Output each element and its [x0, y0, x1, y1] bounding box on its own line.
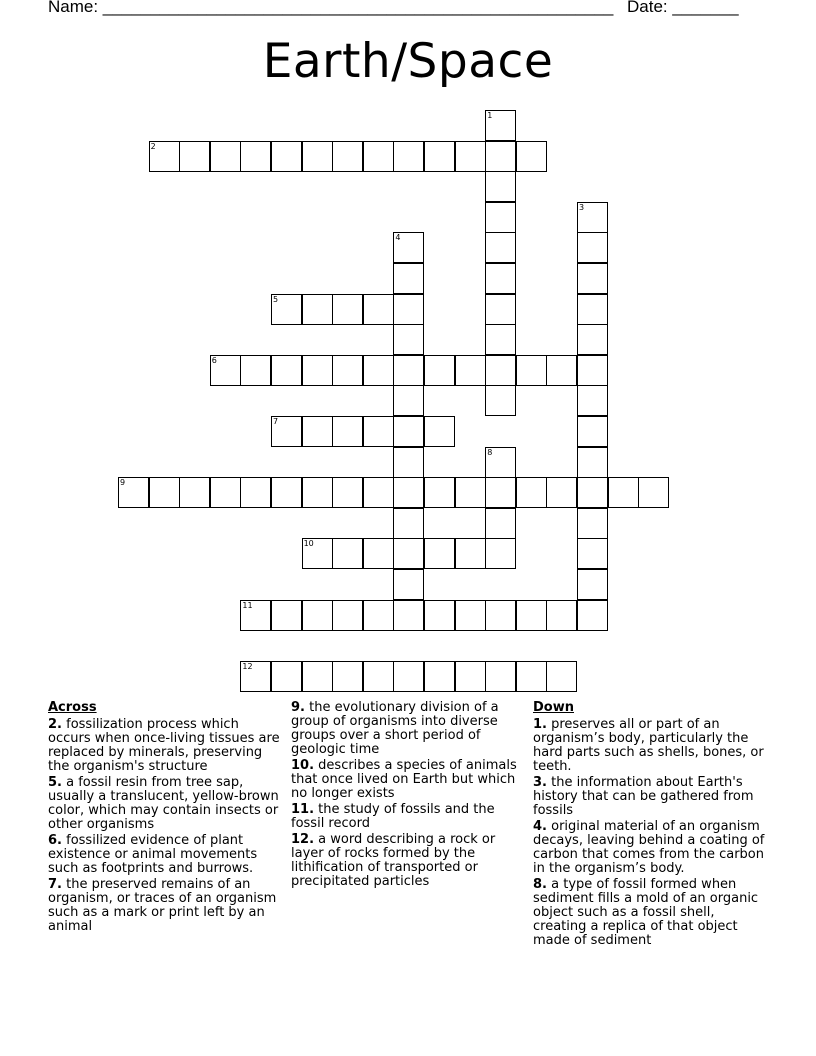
crossword-cell[interactable]	[455, 538, 486, 569]
crossword-cell[interactable]	[577, 355, 608, 386]
crossword-cell[interactable]	[302, 661, 333, 692]
clue-across-10	[291, 759, 523, 801]
clue-text: a word describing a rock or layer of rocks formed by the lithification of transported or precipitated particles	[291, 832, 496, 889]
crossword-cell[interactable]	[424, 661, 455, 692]
crossword-cell[interactable]	[240, 600, 271, 631]
crossword-cell[interactable]	[485, 263, 516, 294]
clue-across-2	[48, 718, 284, 774]
clue-number: 4.	[533, 819, 547, 834]
crossword-cell[interactable]	[302, 355, 333, 386]
clue-text: preserves all or part of an organism’s body, particularly the hard parts such as shells, bones, or teeth.	[533, 717, 764, 774]
crossword-cell[interactable]	[485, 600, 516, 631]
crossword-cell[interactable]	[546, 477, 577, 508]
crossword-cell[interactable]	[577, 263, 608, 294]
crossword-cell[interactable]	[455, 477, 486, 508]
crossword-cell[interactable]	[118, 477, 149, 508]
crossword-cell[interactable]	[424, 416, 455, 447]
crossword-cell[interactable]	[485, 538, 516, 569]
crossword-cell[interactable]	[424, 355, 455, 386]
across-clues-column-1	[48, 701, 284, 936]
clue-down-1	[533, 718, 768, 774]
crossword-cell[interactable]	[577, 416, 608, 447]
crossword-cell[interactable]	[363, 477, 394, 508]
crossword-cell[interactable]	[271, 141, 302, 172]
crossword-cell[interactable]	[485, 661, 516, 692]
cell-number: 6	[211, 355, 217, 365]
crossword-cell[interactable]	[485, 447, 516, 478]
cell-number: 7	[273, 417, 279, 426]
clue-number: 10.	[291, 758, 315, 773]
clue-number: 6.	[48, 833, 62, 848]
clue-text: a type of fossil formed when sediment fills a mold of an organic object such as a fossil shell, creating a replica of that object made of sediment	[533, 877, 759, 948]
cell-number: 10	[303, 539, 314, 549]
clue-across-6	[48, 834, 284, 876]
crossword-cell[interactable]	[332, 355, 363, 386]
crossword-cell[interactable]	[332, 416, 363, 447]
crossword-cell[interactable]	[577, 600, 608, 631]
crossword-cell[interactable]	[332, 477, 363, 508]
crossword-cell[interactable]	[363, 141, 394, 172]
crossword-cell[interactable]	[363, 661, 394, 692]
crossword-cell[interactable]	[577, 538, 608, 569]
crossword-cell[interactable]	[546, 600, 577, 631]
crossword-cell[interactable]	[393, 416, 424, 447]
clue-number: 5.	[48, 775, 62, 790]
clue-text: original material of an organism decays, leaving behind a coating of carbon that comes from the carbon in the organism’s body.	[533, 819, 765, 876]
clue-text: describes a species of animals that once lived on Earth but which no longer exists	[291, 758, 517, 801]
clue-across-9	[291, 701, 523, 757]
crossword-cell[interactable]	[393, 538, 424, 569]
crossword-cell[interactable]	[332, 600, 363, 631]
crossword-cell[interactable]	[516, 661, 547, 692]
clue-number: 3.	[533, 775, 547, 790]
cell-number: 5	[273, 294, 279, 304]
crossword-cell[interactable]	[608, 477, 639, 508]
crossword-cell[interactable]	[240, 141, 271, 172]
crossword-cell[interactable]	[302, 141, 333, 172]
clue-number: 11.	[291, 802, 315, 817]
crossword-cell[interactable]	[393, 355, 424, 386]
crossword-cell[interactable]	[577, 385, 608, 416]
crossword-cell[interactable]	[577, 569, 608, 600]
crossword-cell[interactable]	[332, 661, 363, 692]
crossword-cell[interactable]	[363, 355, 394, 386]
clue-number: 7.	[48, 877, 62, 892]
crossword-cell[interactable]	[240, 477, 271, 508]
crossword-cell[interactable]	[455, 355, 486, 386]
crossword-cell[interactable]	[577, 202, 608, 233]
clue-text: a fossil resin from tree sap, usually a translucent, yellow-brown color, which may contain insects or other organisms	[48, 775, 279, 832]
crossword-cell[interactable]	[271, 294, 302, 325]
crossword-cell[interactable]	[485, 202, 516, 233]
clue-text: the evolutionary division of a group of organisms into diverse groups over a short period of geologic time	[291, 700, 499, 757]
cell-number: 1	[487, 111, 493, 120]
clue-across-7	[48, 878, 284, 934]
cell-number: 3	[579, 202, 585, 212]
crossword-cell[interactable]	[485, 324, 516, 355]
crossword-cell[interactable]	[485, 294, 516, 325]
page-title: Earth/Space	[262, 34, 554, 89]
crossword-cell[interactable]	[516, 141, 547, 172]
crossword-cell[interactable]	[393, 263, 424, 294]
crossword-cell[interactable]	[485, 110, 516, 141]
clue-text: fossilization process which occurs when once-living tissues are replaced by minerals, preserving the organism's structure	[48, 717, 280, 774]
cell-number: 8	[487, 447, 493, 457]
date-field-label: Date: _______	[627, 0, 739, 16]
crossword-cell[interactable]	[577, 232, 608, 263]
crossword-cell[interactable]	[546, 661, 577, 692]
crossword-cell[interactable]	[485, 232, 516, 263]
cell-number: 4	[395, 233, 401, 243]
crossword-cell[interactable]	[393, 477, 424, 508]
clue-number: 2.	[48, 717, 62, 732]
crossword-cell[interactable]	[332, 294, 363, 325]
crossword-cell[interactable]	[638, 477, 669, 508]
crossword-cell[interactable]	[393, 661, 424, 692]
crossword-cell[interactable]	[485, 355, 516, 386]
crossword-cell[interactable]	[393, 141, 424, 172]
cell-number: 12	[242, 661, 253, 671]
cell-number: 9	[120, 478, 126, 488]
crossword-cell[interactable]	[302, 477, 333, 508]
crossword-cell[interactable]	[577, 324, 608, 355]
crossword-cell[interactable]	[393, 232, 424, 263]
crossword-cell[interactable]	[393, 508, 424, 539]
crossword-cell[interactable]	[271, 600, 302, 631]
clue-down-8	[533, 878, 768, 948]
crossword-cell[interactable]	[271, 355, 302, 386]
clue-number: 1.	[533, 717, 547, 732]
crossword-cell[interactable]	[210, 355, 241, 386]
crossword-cell[interactable]	[332, 141, 363, 172]
crossword-cell[interactable]	[179, 477, 210, 508]
crossword-cell[interactable]	[485, 141, 516, 172]
crossword-cell[interactable]	[424, 600, 455, 631]
clue-number: 8.	[533, 877, 547, 892]
crossword-cell[interactable]	[149, 477, 180, 508]
crossword-cell[interactable]	[271, 661, 302, 692]
crossword-cell[interactable]	[149, 141, 180, 172]
crossword-cell[interactable]	[424, 141, 455, 172]
clue-text: the preserved remains of an organism, or traces of an organism such as a mark or print left by an animal	[48, 877, 277, 934]
crossword-cell[interactable]	[516, 477, 547, 508]
crossword-cell[interactable]	[302, 538, 333, 569]
clue-text: fossilized evidence of plant existence or animal movements such as footprints and burrows.	[48, 833, 258, 876]
down-heading: Down	[533, 700, 574, 715]
crossword-cell[interactable]	[546, 355, 577, 386]
crossword-cell[interactable]	[271, 477, 302, 508]
crossword-cell[interactable]	[240, 355, 271, 386]
crossword-cell[interactable]	[455, 141, 486, 172]
crossword-cell[interactable]	[332, 538, 363, 569]
crossword-cell[interactable]	[485, 385, 516, 416]
crossword-cell[interactable]	[577, 477, 608, 508]
across-clues-column-2	[291, 701, 523, 891]
crossword-cell[interactable]	[485, 508, 516, 539]
name-field-label: Name: ______________________________________________________	[48, 0, 614, 16]
down-clues-column	[533, 701, 768, 950]
crossword-cell[interactable]	[393, 294, 424, 325]
crossword-cell[interactable]	[302, 416, 333, 447]
crossword-cell[interactable]	[363, 416, 394, 447]
clue-number: 12.	[291, 832, 315, 847]
crossword-cell[interactable]	[424, 538, 455, 569]
crossword-cell[interactable]	[393, 324, 424, 355]
crossword-cell[interactable]	[271, 416, 302, 447]
crossword-cell[interactable]	[455, 600, 486, 631]
clue-across-5	[48, 776, 284, 832]
crossword-cell[interactable]	[393, 447, 424, 478]
crossword-cell[interactable]	[577, 447, 608, 478]
clue-number: 9.	[291, 700, 305, 715]
crossword-cell[interactable]	[516, 355, 547, 386]
crossword-cell[interactable]	[210, 477, 241, 508]
crossword-cell[interactable]	[424, 477, 455, 508]
crossword-cell[interactable]	[455, 661, 486, 692]
clue-text: the study of fossils and the fossil record	[291, 802, 495, 831]
cell-number: 11	[242, 600, 253, 610]
crossword-cell[interactable]	[240, 661, 271, 692]
clue-across-11	[291, 803, 523, 831]
crossword-cell[interactable]	[302, 294, 333, 325]
crossword-cell[interactable]	[516, 600, 547, 631]
clue-across-12	[291, 833, 523, 889]
clue-down-3	[533, 776, 768, 818]
crossword-cell[interactable]	[363, 600, 394, 631]
cell-number: 2	[150, 141, 156, 151]
crossword-cell[interactable]	[577, 508, 608, 539]
crossword-cell[interactable]	[393, 600, 424, 631]
crossword-cell[interactable]	[485, 477, 516, 508]
crossword-cell[interactable]	[577, 294, 608, 325]
crossword-cell[interactable]	[363, 294, 394, 325]
crossword-cell[interactable]	[302, 600, 333, 631]
crossword-cell[interactable]	[393, 385, 424, 416]
crossword-cell[interactable]	[179, 141, 210, 172]
clue-down-4	[533, 820, 768, 876]
crossword-cell[interactable]	[363, 538, 394, 569]
crossword-cell[interactable]	[210, 141, 241, 172]
crossword-cell[interactable]	[393, 569, 424, 600]
across-heading: Across	[48, 700, 97, 715]
crossword-cell[interactable]	[485, 171, 516, 202]
clue-text: the information about Earth's history that can be gathered from fossils	[533, 775, 754, 818]
